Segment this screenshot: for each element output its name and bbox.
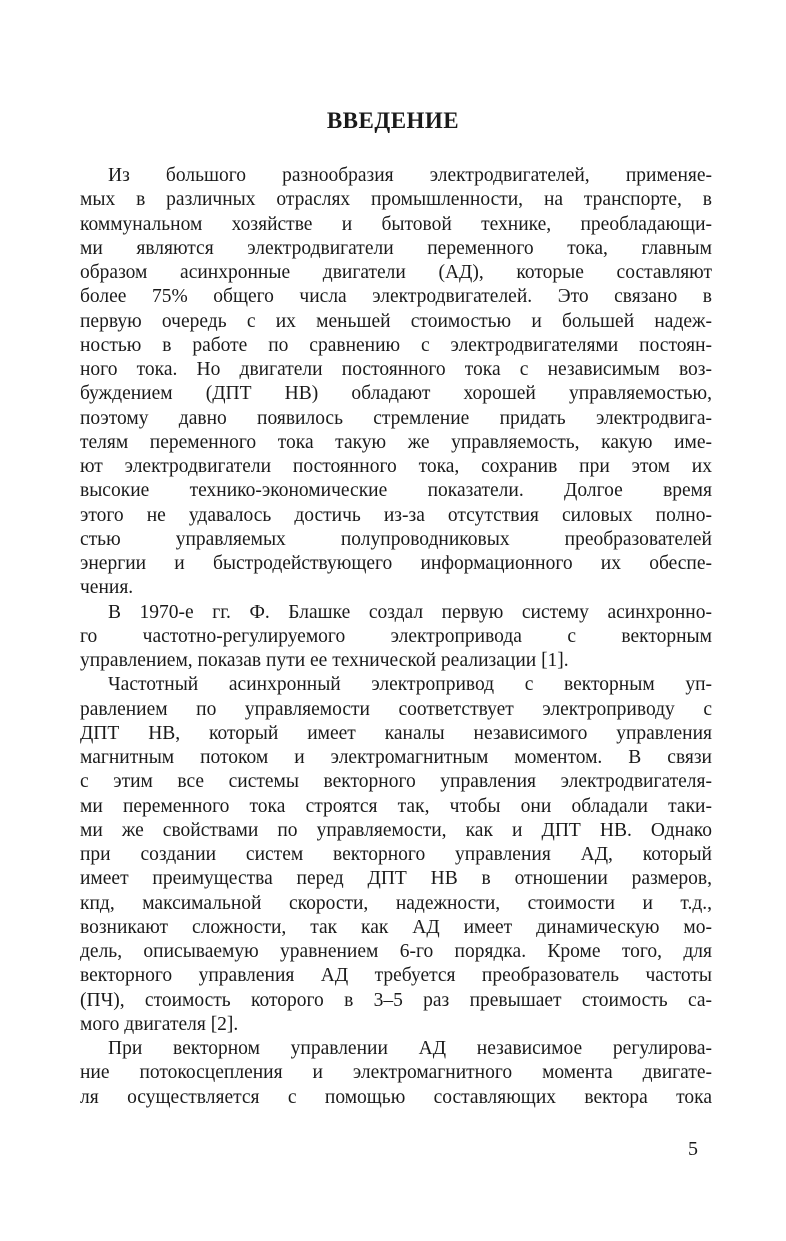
page-number: 5 — [688, 1138, 698, 1160]
body-text — [80, 164, 712, 1110]
text-line: телям переменного тока такую же управляемость, какую име- — [80, 431, 712, 453]
text-line: го частотно-регулируемого электропривода с векторным — [80, 625, 712, 647]
text-line: ют электродвигатели постоянного тока, сохранив при этом их — [80, 456, 712, 477]
text-line: ние потокосцепления и электромагнитного момента двигате- — [80, 1062, 712, 1084]
text-line: более 75% общего числа электродвигателей. Это связано в — [80, 286, 712, 308]
text-line: коммунальном хозяйстве и бытовой технике, преобладающи- — [80, 213, 712, 235]
text-line: ностью в работе по сравнению с электродвигателями постоян- — [80, 334, 712, 356]
text-line: При векторном управлении АД независимое регулирова- — [108, 1038, 712, 1059]
text-line: магнитным потоком и электромагнитным моментом. В связи — [80, 747, 712, 768]
text-line: поэтому давно появилось стремление придать электродвига- — [80, 407, 712, 429]
text-line: высокие технико-экономические показатели. Долгое время — [80, 480, 712, 502]
text-line: управлением, показав пути ее технической реализации [1]. — [80, 650, 569, 671]
text-line: векторного управления АД требуется преобразователь частоты — [80, 965, 712, 987]
text-line: ля осуществляется с помощью составляющих вектора тока — [80, 1086, 712, 1108]
text-line: имеет преимущества перед ДПТ НВ в отношении размеров, — [80, 868, 712, 890]
text-line: стью управляемых полупроводниковых преобразователей — [80, 528, 712, 550]
text-line: чения. — [80, 577, 134, 599]
text-line: возникают сложности, так как АД имеет динамическую мо- — [80, 916, 712, 938]
text-line: дель, описываемую уравнением 6-го порядка. Кроме того, для — [80, 941, 712, 962]
text-line: ного тока. Но двигатели постоянного тока с независимым воз- — [80, 359, 712, 380]
text-line: В 1970-е гг. Ф. Блашке создал первую систему асинхронно- — [108, 601, 712, 623]
text-line: этого не удавалось достичь из-за отсутствия силовых полно- — [80, 504, 712, 526]
text-line: ми переменного тока строятся так, чтобы они обладали таки- — [80, 795, 712, 817]
text-line: первую очередь с их меньшей стоимостью и большей надеж- — [80, 310, 712, 332]
text-line: энергии и быстродействующего информационного их обеспе- — [80, 553, 712, 574]
text-line: буждением (ДПТ НВ) обладают хорошей управляемостью, — [80, 383, 712, 405]
text-line: образом асинхронные двигатели (АД), которые составляют — [80, 262, 712, 283]
text-line: ми являются электродвигатели переменного тока, главным — [80, 237, 712, 259]
text-line: мых в различных отраслях промышленности, на транспорте, в — [80, 189, 712, 211]
text-line: Частотный асинхронный электропривод с векторным уп- — [108, 674, 712, 696]
text-line: Из большого разнообразия электродвигателей, применяе- — [108, 165, 712, 186]
text-line: кпд, максимальной скорости, надежности, стоимости и т.д., — [80, 892, 712, 914]
chapter-title: ВВЕДЕНИЕ — [326, 108, 460, 133]
text-line: мого двигателя [2]. — [80, 1013, 239, 1035]
text-line: ми же свойствами по управляемости, как и ДПТ НВ. Однако — [80, 819, 712, 841]
text-line: равлением по управляемости соответствует электроприводу с — [80, 698, 712, 720]
text-line: при создании систем векторного управления АД, который — [80, 844, 712, 865]
text-line: с этим все системы векторного управления электродвигателя- — [80, 771, 712, 793]
text-line: (ПЧ), стоимость которого в 3–5 раз превышает стоимость са- — [80, 989, 712, 1011]
text-line: ДПТ НВ, который имеет каналы независимого управления — [80, 722, 712, 744]
